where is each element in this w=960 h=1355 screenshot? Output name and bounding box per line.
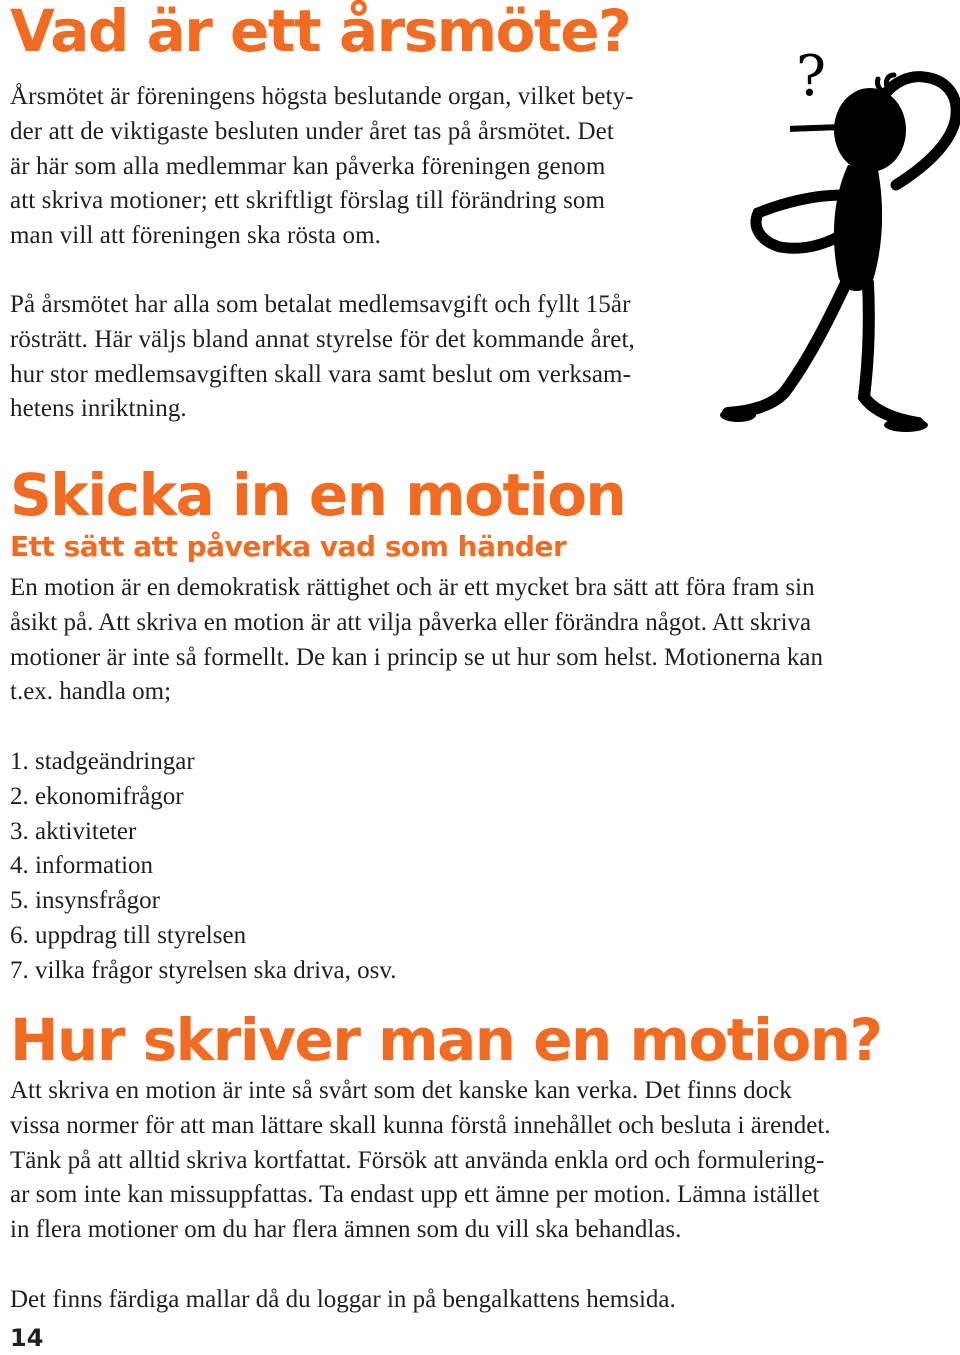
list-item: 2. ekonomifrågor <box>10 782 184 810</box>
list-item: 1. stadgeändringar <box>10 748 195 775</box>
motion-line: t.ex. handla om; <box>10 678 172 706</box>
how-to-line: Att skriva en motion är inte så svårt som det kanske kan verka. Det finns dock <box>10 1077 792 1104</box>
section-title-hur: Hur skriver man en motion? <box>10 1006 882 1074</box>
list-item: 4. information <box>10 852 154 880</box>
list-item: 6. uppdrag till styrelsen <box>10 921 247 949</box>
section-subtitle: Ett sätt att påverka vad som händer <box>10 530 567 563</box>
how-to-line: Tänk på att alltid skriva kortfattat. Försök att använda enkla ord och formulering- <box>10 1146 825 1174</box>
intro-line: Årsmötet är föreningens högsta beslutande organ, vilket bety- <box>10 83 634 110</box>
intro-line: man vill att föreningen ska rösta om. <box>10 222 381 250</box>
voting-rights-paragraph <box>10 288 730 427</box>
how-to-line: vissa normer för att man lättare skall kunna förstå innehållet och besluta i ärendet. <box>10 1111 831 1139</box>
list-item: 5. insynsfrågor <box>10 887 160 915</box>
how-to-line: in flera motioner om du har flera ämnen som du vill ska behandlas. <box>10 1216 682 1244</box>
list-item: 7. vilka frågor styrelsen ska driva, osv. <box>10 956 397 984</box>
how-to-paragraph <box>10 1074 955 1248</box>
question-mark-icon: ? <box>796 45 827 109</box>
confused-stick-figure-icon <box>718 45 960 435</box>
voting-rights-line: På årsmötet har alla som betalat medlemsavgift och fyllt 15år <box>10 291 631 318</box>
motion-paragraph <box>10 571 955 710</box>
intro-paragraph <box>10 80 730 254</box>
motion-line: motioner är inte så formellt. De kan i princip se ut hur som helst. Motionerna kan <box>10 643 824 671</box>
voting-rights-line: rösträtt. Här väljs bland annat styrelse för det kommande året, <box>10 325 635 353</box>
page-title: Vad är ett årsmöte? <box>10 0 631 65</box>
motion-line: åsikt på. Att skriva en motion är att vilja påverka eller förändra något. Att skriva <box>10 608 812 636</box>
voting-rights-line: hur stor medlemsavgiften skall vara samt beslut om verksam- <box>10 360 632 388</box>
templates-line: Det finns färdiga mallar då du loggar in på bengalkattens hemsida. <box>10 1286 676 1313</box>
list-item: 3. aktiviteter <box>10 817 137 845</box>
templates-paragraph <box>10 1283 955 1318</box>
intro-line: att skriva motioner; ett skriftligt förslag till förändring som <box>10 187 606 215</box>
voting-rights-line: hetens inriktning. <box>10 395 187 423</box>
how-to-line: ar som inte kan missuppfattas. Ta endast upp ett ämne per motion. Lämna istället <box>10 1181 820 1209</box>
motion-topics-list <box>10 745 396 989</box>
intro-line: är här som alla medlemmar kan påverka föreningen genom <box>10 152 606 180</box>
page-number: 14 <box>10 1324 44 1352</box>
intro-line: der att de viktigaste besluten under året tas på årsmötet. Det <box>10 117 614 145</box>
motion-line: En motion är en demokratisk rättighet och är ett mycket bra sätt att föra fram sin <box>10 574 815 601</box>
section-title-skicka: Skicka in en motion <box>10 461 626 529</box>
